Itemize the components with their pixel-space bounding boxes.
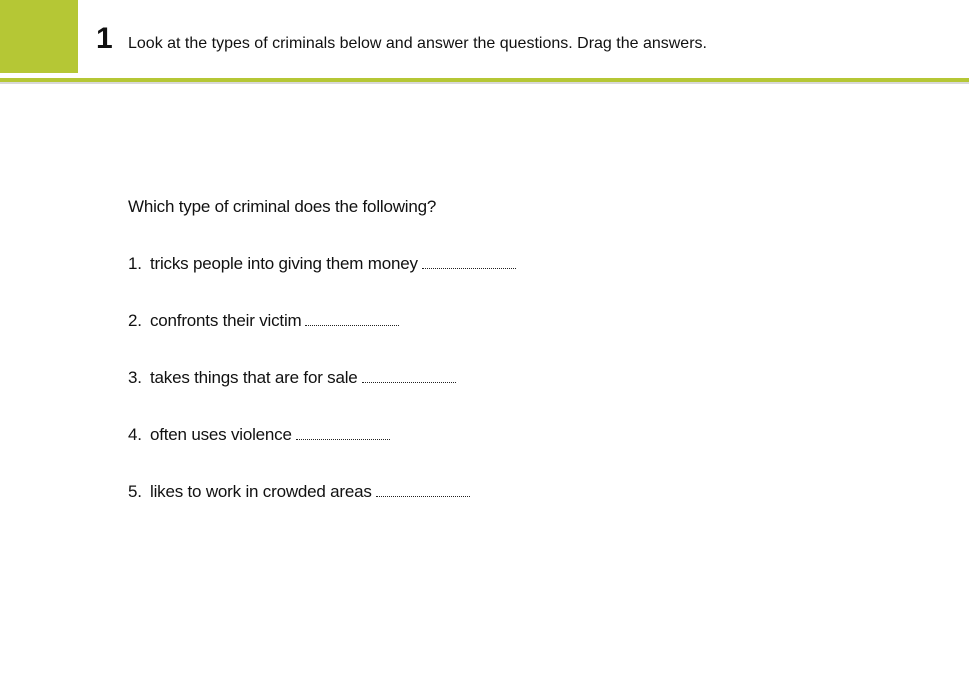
item-number: 1. [128, 254, 142, 273]
item-number: 3. [128, 368, 142, 387]
answer-drop-zone-5[interactable] [376, 482, 470, 497]
list-item [128, 252, 888, 276]
item-text: likes to work in crowded areas [150, 482, 372, 501]
list-item [128, 366, 888, 390]
item-number: 4. [128, 425, 142, 444]
answer-drop-zone-1[interactable] [422, 254, 516, 269]
exercise-instruction: Look at the types of criminals below and answer the questions. Drag the answers. [128, 35, 707, 52]
item-number: 2. [128, 311, 142, 330]
list-item [128, 423, 888, 447]
header-divider-shadow [0, 82, 969, 84]
list-item [128, 309, 888, 333]
question-prompt: Which type of criminal does the following? [128, 197, 437, 216]
exercise-number: 1 [96, 22, 113, 55]
accent-block [0, 0, 78, 73]
list-item [128, 480, 888, 504]
item-text: confronts their victim [150, 311, 302, 330]
answer-drop-zone-4[interactable] [296, 425, 390, 440]
item-number: 5. [128, 482, 142, 501]
answer-drop-zone-3[interactable] [362, 368, 456, 383]
exercise-content [128, 195, 888, 504]
item-text: takes things that are for sale [150, 368, 358, 387]
answer-drop-zone-2[interactable] [305, 311, 399, 326]
item-text: tricks people into giving them money [150, 254, 418, 273]
exercise-header [0, 0, 969, 78]
item-text: often uses violence [150, 425, 292, 444]
